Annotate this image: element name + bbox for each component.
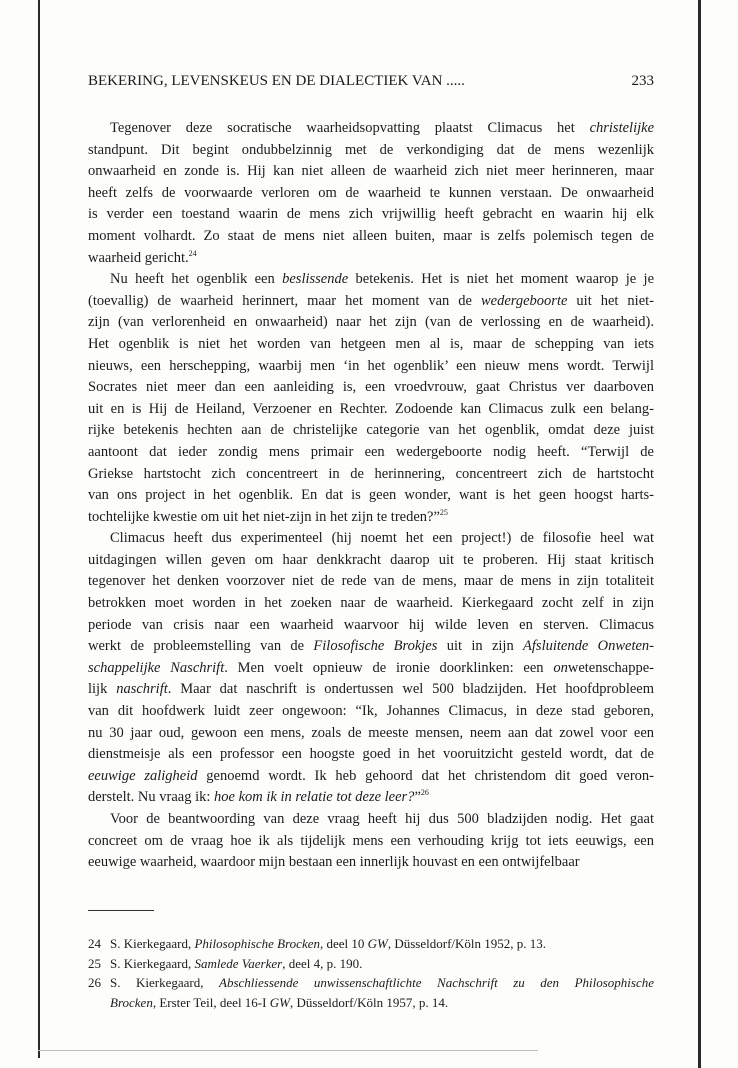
footnote-line: S. Kierkegaard, Philosophische Brocken, deel 10 GW, Düsseldorf/Köln 1952, p. 13. bbox=[110, 936, 547, 951]
italic-text: beslissende bbox=[282, 271, 349, 288]
italic-text: Afsluitende Onweten- bbox=[523, 638, 654, 655]
text-line: periode van crisis naar een waarheid waarvoor hij wilde leven en sterven. Climacus bbox=[88, 616, 654, 633]
running-header bbox=[88, 73, 654, 93]
body-text bbox=[88, 118, 654, 874]
text-line: Voor de beantwoording van deze vraag heeft hij dus 500 bladzijden nodig. Het gaat bbox=[110, 811, 654, 827]
page-edge-left bbox=[38, 0, 40, 1058]
italic-text: GW bbox=[269, 994, 290, 1010]
text-line: zijn (van verlorenheid en onwaarheid) naar het zijn (van de verlossing en de waarheid). bbox=[88, 314, 654, 331]
text-line: betrokken moet worden in het zoeken naar de waarheid. Kierkegaard zocht zelf in zijn bbox=[88, 595, 654, 612]
text-line: heeft zelfs de voorwaarde verloren om de waarheid te kunnen verstaan. De onwaarheid bbox=[88, 184, 654, 201]
footnote-number: 26 bbox=[88, 975, 101, 990]
italic-text: Abschliessende unwissenschaftlichte Nachschrift zu den Philosophische bbox=[219, 975, 655, 990]
footnote-line: S. Kierkegaard, Samlede Vaerker, deel 4, p. 190. bbox=[110, 955, 363, 971]
page-edge-bottom bbox=[38, 1050, 538, 1051]
text-line: waarheid gericht.$^{24}$ bbox=[88, 248, 197, 266]
italic-text: Brocken bbox=[110, 994, 153, 1010]
text-line: lijk naschrift. Maar dat naschrift is ondertussen wel 500 bladzijden. Het hoofdprobleem bbox=[88, 681, 654, 698]
text-line: is verder een toestand waarin de mens zich vrijwillig heeft gebracht en waarin hij elk bbox=[88, 206, 654, 223]
text-line: van dit hoofdwerk luidt zeer ongewoon: “Ik, Johannes Climacus, in deze stad geboren, bbox=[88, 703, 654, 720]
italic-text: Samlede Vaerker bbox=[194, 955, 283, 971]
text-line: derstelt. Nu vraag ik: hoe kom ik in relatie tot deze leer?”$^{26}$ bbox=[88, 788, 429, 806]
italic-text: GW bbox=[367, 936, 388, 951]
running-title: BEKERING, LEVENSKEUS EN DE DIALECTIEK VAN ..... bbox=[88, 73, 465, 89]
text-line: aantoont dat ieder zondig mens primair een wedergeboorte nodig heeft. “Terwijl de bbox=[88, 443, 654, 460]
italic-text: naschrift bbox=[116, 681, 168, 698]
italic-text: on bbox=[553, 659, 568, 676]
text-line: eeuwige zaligheid genoemd wordt. Ik heb gehoord dat het christendom dit goed veron- bbox=[88, 767, 654, 784]
text-line: Nu heeft het ogenblik een beslissende betekenis. Het is niet het moment waarop je je bbox=[110, 271, 654, 288]
text-line: uitdagingen willen geven om haar denkkracht daarop uit te proberen. Hij staat kritisch bbox=[88, 551, 654, 568]
text-line: schappelijke Naschrift. Men voelt opnieuw de ironie doorklinken: een onwetenschappe- bbox=[88, 659, 654, 676]
text-line: moment volhardt. Zo staat de mens niet alleen buiten, maar is zelfs polemisch tegen de bbox=[88, 227, 654, 244]
footnote-ref: 25 bbox=[439, 507, 448, 517]
text-line: standpunt. Dit begint ondubbelzinnig met de verkondiging dat de mens wezenlijk bbox=[88, 141, 654, 158]
text-line: Tegenover deze socratische waarheidsopvatting plaatst Climacus het christelijke bbox=[110, 120, 654, 136]
text-line: nu 30 jaar oud, gewoon een mens, zoals de meeste mensen, neem aan dat zowel voor een bbox=[88, 724, 654, 741]
footnote-number: 24 bbox=[88, 936, 101, 951]
footnote bbox=[88, 973, 654, 1012]
italic-text: christelijke bbox=[589, 120, 654, 136]
paragraph bbox=[88, 809, 654, 874]
italic-text: schappelijke Naschrift bbox=[88, 659, 225, 676]
footnote bbox=[88, 954, 654, 974]
text-line: van ons project in het ogenblik. En dat is geen wonder, want is het geen hoogst harts- bbox=[88, 487, 654, 504]
paragraph bbox=[88, 118, 654, 269]
text-line: dienstmeisje als een professor een hoogste goed in het vooruitzicht gesteld wordt, dat de bbox=[88, 746, 654, 763]
text-line: concreet om de vraag hoe ik als tijdelijk mens een verhouding krijg tot iets eeuwigs, een bbox=[88, 832, 654, 849]
footnotes bbox=[88, 934, 654, 1012]
italic-text: Philosophische Brocken bbox=[194, 936, 320, 951]
italic-text: wedergeboorte bbox=[480, 292, 568, 309]
footnote bbox=[88, 934, 654, 954]
text-line: Het ogenblik is niet het worden van hetgeen men al is, maar de schepping van iets bbox=[88, 335, 654, 352]
paragraph bbox=[88, 269, 654, 528]
text-line: (toevallig) de waarheid herinnert, maar het moment van de wedergeboorte uit het niet- bbox=[88, 292, 654, 309]
text-line: Socrates niet meer dan een aanleiding is, een vroedvrouw, gaat Christus ver daarboven bbox=[88, 379, 654, 396]
footnote-ref: 26 bbox=[420, 788, 429, 798]
text-line: tochtelijke kwestie om uit het niet-zijn in het zijn te treden?”$^{25}$ bbox=[88, 507, 448, 525]
text-line: onwaarheid en zonde is. Hij kan niet alleen de waarheid zich niet meer herinneren, maar bbox=[88, 163, 654, 180]
text-line: werkt de probleemstelling van de Filosofische Brokjes uit in zijn Afsluitende Onweten- bbox=[88, 638, 654, 655]
footnote-number: 25 bbox=[88, 955, 101, 971]
footnote-line: S. Kierkegaard, Abschliessende unwissenschaftlichte Nachschrift zu den Philosophische bbox=[110, 975, 655, 990]
text-line: uit en is Hij de Heiland, Verzoener en Rechter. Zodoende kan Climacus zulk een belang- bbox=[88, 400, 654, 417]
text-line: rijke betekenis hechten aan de christelijke categorie van het ogenblik, omdat deze juist bbox=[88, 422, 654, 439]
italic-text: eeuwige zaligheid bbox=[88, 767, 198, 784]
page-number: 233 bbox=[631, 73, 654, 89]
italic-text: hoe kom ik in relatie tot deze leer? bbox=[214, 789, 415, 806]
footnote-line: Brocken, Erster Teil, deel 16-I GW, Düsseldorf/Köln 1957, p. 14. bbox=[110, 994, 449, 1010]
text-line: Climacus heeft dus experimenteel (hij noemt het een project!) de filosofie heel wat bbox=[110, 530, 654, 547]
page-edge-right bbox=[698, 0, 701, 1068]
paragraph bbox=[88, 528, 654, 809]
italic-text: Filosofische Brokjes bbox=[313, 638, 438, 655]
footnote-ref: 24 bbox=[188, 248, 197, 258]
text-line: tegenover het denken voorzover niet de rede van de mens, maar de mens in zijn totaliteit bbox=[88, 573, 654, 590]
text-line: eeuwige waarheid, waardoor mijn bestaan een innerlijk houvast en een ontwijfelbaar bbox=[88, 854, 580, 871]
text-line: Griekse hartstocht zich concentreert in de herinnering, concentreert zich de hartstocht bbox=[88, 465, 654, 482]
footnote-separator bbox=[88, 910, 154, 911]
text-line: nieuws, een herschepping, waarbij men ‘in het ogenblik’ een nieuw mens wordt. Terwijl bbox=[88, 357, 654, 374]
